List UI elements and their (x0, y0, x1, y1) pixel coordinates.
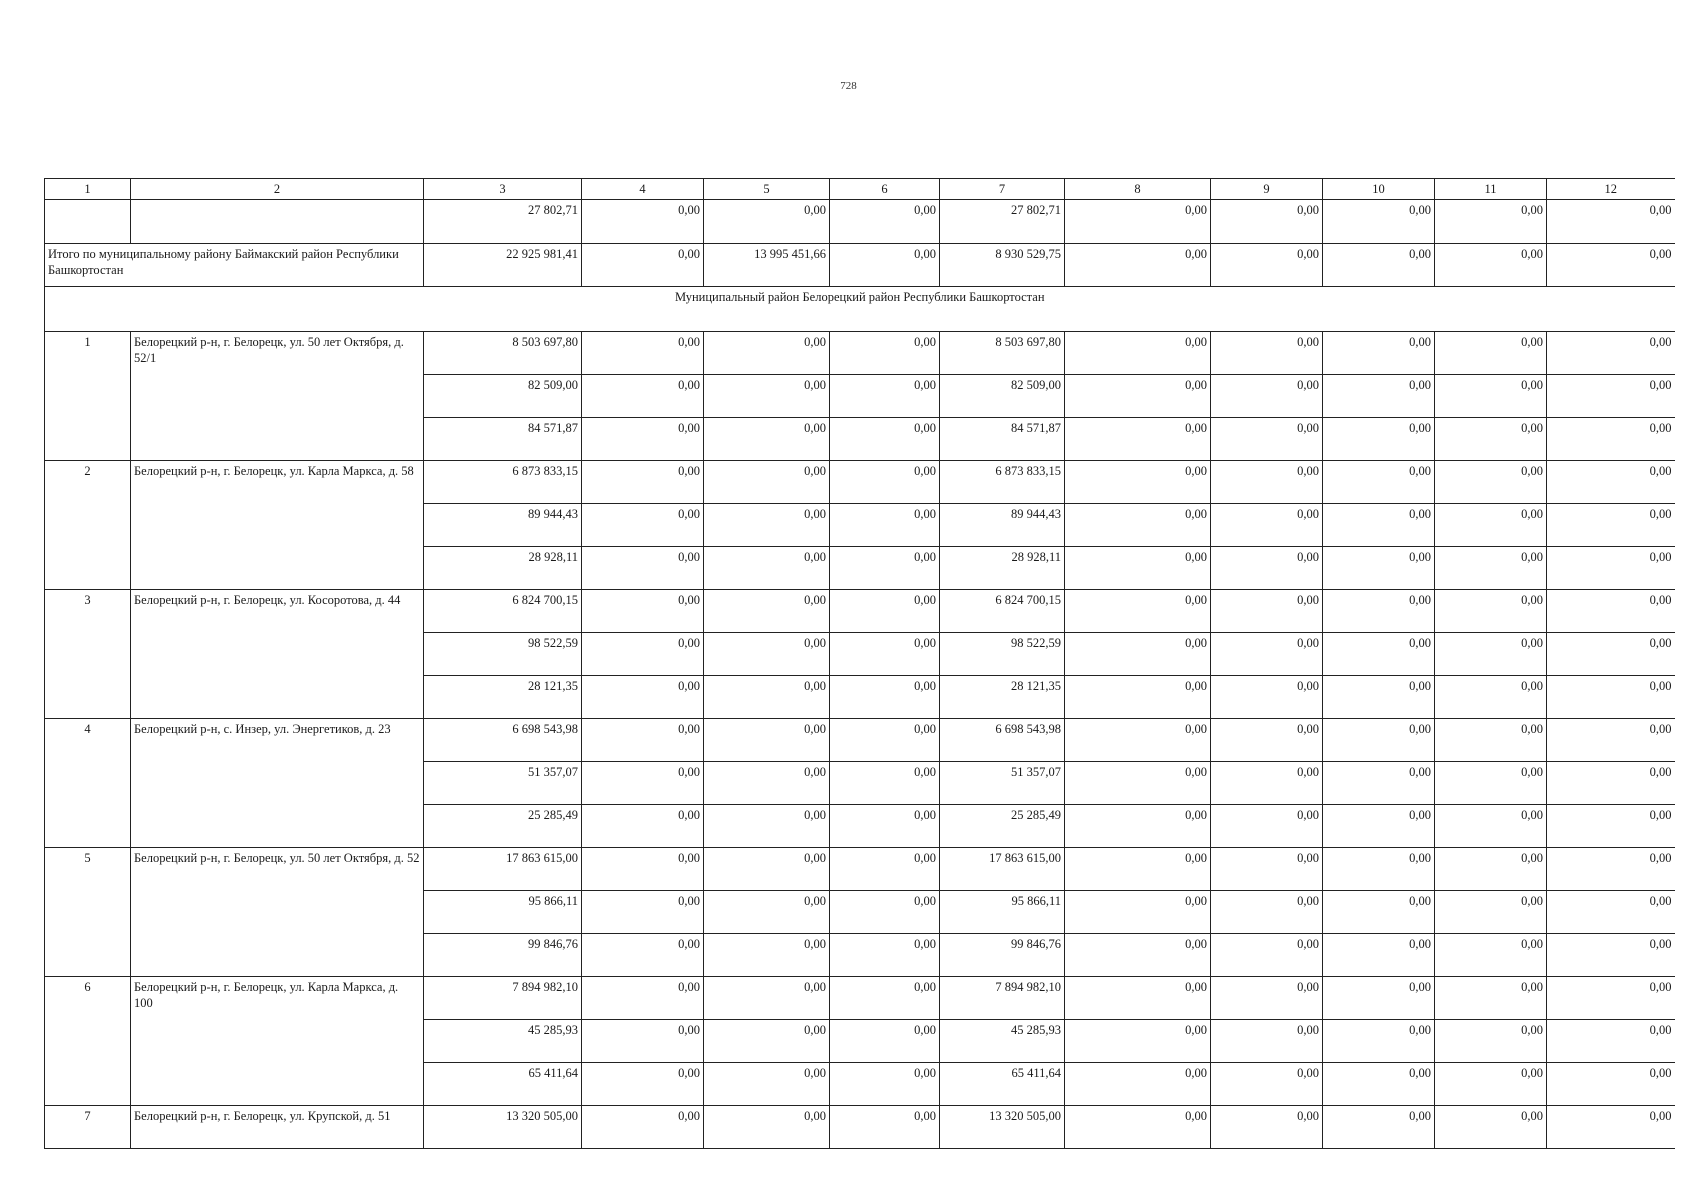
table-cell: 0,00 (1547, 590, 1675, 633)
table-cell: 0,00 (582, 461, 704, 504)
table-cell: 0,00 (1435, 891, 1547, 934)
table-row (45, 332, 1675, 375)
table-cell: 0,00 (1065, 547, 1211, 590)
table-cell: 0,00 (830, 332, 940, 375)
table-cell: 0,00 (1435, 719, 1547, 762)
table-row (45, 977, 1675, 1020)
table-cell: 0,00 (1435, 590, 1547, 633)
row-number: 7 (45, 1106, 131, 1149)
table-cell: 0,00 (830, 934, 940, 977)
table-cell: 0,00 (1065, 418, 1211, 461)
table-cell: 0,00 (704, 461, 830, 504)
table-cell: 0,00 (1065, 1020, 1211, 1063)
table-cell: 0,00 (1323, 461, 1435, 504)
table-cell: 0,00 (1435, 461, 1547, 504)
table-cell: 0,00 (1547, 547, 1675, 590)
table-cell: 0,00 (830, 891, 940, 934)
table-cell: 0,00 (704, 762, 830, 805)
table-cell: 0,00 (1323, 418, 1435, 461)
table-cell: 0,00 (1211, 375, 1323, 418)
table-cell: 0,00 (1323, 848, 1435, 891)
table-cell: 0,00 (830, 1063, 940, 1106)
table-cell: 0,00 (1065, 244, 1211, 287)
table-cell: 0,00 (582, 762, 704, 805)
table-cell: 8 930 529,75 (940, 244, 1065, 287)
table-cell: 0,00 (1065, 375, 1211, 418)
column-header: 2 (131, 179, 424, 200)
table-cell: 0,00 (1211, 977, 1323, 1020)
table-cell: 0,00 (1435, 676, 1547, 719)
table-cell: 0,00 (1211, 418, 1323, 461)
table-cell: 28 928,11 (424, 547, 582, 590)
table-cell: 0,00 (1065, 332, 1211, 375)
table-cell: 0,00 (582, 244, 704, 287)
table-cell: 0,00 (1211, 719, 1323, 762)
table-cell: 0,00 (830, 1106, 940, 1149)
table-cell: 6 698 543,98 (940, 719, 1065, 762)
table-cell: 0,00 (1547, 418, 1675, 461)
table-cell: 0,00 (1065, 977, 1211, 1020)
table-cell: 0,00 (830, 977, 940, 1020)
table-cell: 0,00 (704, 547, 830, 590)
table-cell: 0,00 (1211, 590, 1323, 633)
table-cell: 98 522,59 (940, 633, 1065, 676)
table-cell: 0,00 (830, 1020, 940, 1063)
table-cell: 6 824 700,15 (424, 590, 582, 633)
total-row-label: Итого по муниципальному району Баймакский район Республики Башкортостан (45, 244, 424, 287)
table-cell: 0,00 (582, 1020, 704, 1063)
table-cell: 0,00 (1211, 891, 1323, 934)
table-cell: 0,00 (1323, 1106, 1435, 1149)
table-cell: 0,00 (582, 590, 704, 633)
column-header-row (45, 179, 1675, 200)
row-number: 1 (45, 332, 131, 461)
table-cell: 0,00 (830, 244, 940, 287)
table-cell: 0,00 (1211, 1063, 1323, 1106)
table-cell: 0,00 (1547, 805, 1675, 848)
table-row (45, 1106, 1675, 1149)
table-cell: 65 411,64 (940, 1063, 1065, 1106)
table-cell: 0,00 (704, 719, 830, 762)
table-cell: 0,00 (1323, 891, 1435, 934)
table-cell: 0,00 (1323, 1020, 1435, 1063)
table-cell: 0,00 (1547, 1063, 1675, 1106)
table-cell: 0,00 (1065, 848, 1211, 891)
table-cell: 0,00 (582, 848, 704, 891)
table-cell: 0,00 (1547, 848, 1675, 891)
table-cell: 0,00 (1323, 504, 1435, 547)
table-cell: 0,00 (1547, 332, 1675, 375)
table-cell: 8 503 697,80 (424, 332, 582, 375)
table-body (45, 179, 1675, 1149)
column-header: 3 (424, 179, 582, 200)
table-cell: 0,00 (830, 633, 940, 676)
table-cell: 0,00 (704, 590, 830, 633)
table-cell: 0,00 (1435, 1106, 1547, 1149)
table-cell: 0,00 (1065, 762, 1211, 805)
address-cell: Белорецкий р-н, с. Инзер, ул. Энергетиков, д. 23 (131, 719, 424, 848)
column-header: 10 (1323, 179, 1435, 200)
table-cell: 0,00 (1323, 590, 1435, 633)
table-cell: 0,00 (1211, 934, 1323, 977)
table-cell: 0,00 (582, 504, 704, 547)
table-cell: 0,00 (582, 719, 704, 762)
section-title: Муниципальный район Белорецкий район Республики Башкортостан (45, 287, 1675, 332)
table-cell: 0,00 (830, 848, 940, 891)
table-cell: 0,00 (1323, 977, 1435, 1020)
table-cell: 0,00 (582, 375, 704, 418)
table-cell: 0,00 (704, 1106, 830, 1149)
table-cell: 0,00 (830, 375, 940, 418)
table-cell: 0,00 (1211, 332, 1323, 375)
column-header: 1 (45, 179, 131, 200)
table-row (45, 848, 1675, 891)
address-cell: Белорецкий р-н, г. Белорецк, ул. 50 лет Октября, д. 52/1 (131, 332, 424, 461)
column-header: 11 (1435, 179, 1547, 200)
table-cell: 0,00 (582, 891, 704, 934)
table-cell: 27 802,71 (940, 200, 1065, 244)
table-cell: 51 357,07 (424, 762, 582, 805)
table-cell: 8 503 697,80 (940, 332, 1065, 375)
table-cell: 0,00 (1065, 504, 1211, 547)
table-row (45, 590, 1675, 633)
table-cell: 13 320 505,00 (940, 1106, 1065, 1149)
table-cell: 0,00 (1547, 244, 1675, 287)
table-cell: 0,00 (582, 633, 704, 676)
table-cell: 6 698 543,98 (424, 719, 582, 762)
table-cell: 84 571,87 (940, 418, 1065, 461)
column-header: 5 (704, 179, 830, 200)
table-cell: 0,00 (1323, 547, 1435, 590)
table-cell: 0,00 (1435, 418, 1547, 461)
address-cell: Белорецкий р-н, г. Белорецк, ул. Косоротова, д. 44 (131, 590, 424, 719)
table-cell: 95 866,11 (424, 891, 582, 934)
table-cell: 0,00 (582, 1063, 704, 1106)
table-cell: 0,00 (1547, 762, 1675, 805)
table-cell: 0,00 (1435, 762, 1547, 805)
table-cell: 0,00 (1323, 762, 1435, 805)
table-cell: 0,00 (830, 762, 940, 805)
table-cell: 0,00 (1435, 332, 1547, 375)
table-cell: 95 866,11 (940, 891, 1065, 934)
table-cell: 6 873 833,15 (940, 461, 1065, 504)
table-cell: 0,00 (1435, 1063, 1547, 1106)
section-title-row (45, 287, 1675, 332)
table-cell: 0,00 (1065, 633, 1211, 676)
table-cell: 0,00 (1547, 1106, 1675, 1149)
table-cell: 0,00 (704, 676, 830, 719)
table-cell: 0,00 (704, 848, 830, 891)
table-cell: 0,00 (1435, 375, 1547, 418)
table-cell: 89 944,43 (424, 504, 582, 547)
table-cell: 0,00 (1065, 676, 1211, 719)
table-cell: 0,00 (1547, 375, 1675, 418)
table-cell: 0,00 (1435, 200, 1547, 244)
table-cell: 6 824 700,15 (940, 590, 1065, 633)
table-cell: 0,00 (1211, 200, 1323, 244)
table-cell: 0,00 (1065, 461, 1211, 504)
table-cell: 0,00 (1547, 676, 1675, 719)
table-cell: 0,00 (1547, 977, 1675, 1020)
table-cell: 0,00 (704, 332, 830, 375)
table-cell: 0,00 (1065, 1063, 1211, 1106)
table-cell: 13 995 451,66 (704, 244, 830, 287)
table-cell: 0,00 (582, 1106, 704, 1149)
table-cell: 0,00 (582, 977, 704, 1020)
table-cell: 99 846,76 (940, 934, 1065, 977)
table-cell: 0,00 (1435, 244, 1547, 287)
table-cell: 0,00 (830, 719, 940, 762)
table-cell: 25 285,49 (940, 805, 1065, 848)
table-cell: 0,00 (1211, 762, 1323, 805)
table-cell: 0,00 (704, 805, 830, 848)
table-cell: 17 863 615,00 (424, 848, 582, 891)
table-cell: 0,00 (1323, 200, 1435, 244)
row-number: 3 (45, 590, 131, 719)
budget-table (44, 178, 1675, 1149)
column-header: 6 (830, 179, 940, 200)
table-cell: 0,00 (704, 375, 830, 418)
table-cell: 0,00 (704, 1063, 830, 1106)
table-cell: 82 509,00 (940, 375, 1065, 418)
table-cell: 28 121,35 (424, 676, 582, 719)
table-cell: 0,00 (830, 547, 940, 590)
column-header: 8 (1065, 179, 1211, 200)
table-cell: 0,00 (1435, 547, 1547, 590)
table-cell: 0,00 (1547, 200, 1675, 244)
table-cell: 0,00 (582, 200, 704, 244)
table-cell: 13 320 505,00 (424, 1106, 582, 1149)
table-cell: 0,00 (1323, 1063, 1435, 1106)
table-cell: 0,00 (830, 504, 940, 547)
table-row (45, 200, 1675, 244)
table-cell: 82 509,00 (424, 375, 582, 418)
column-header: 9 (1211, 179, 1323, 200)
address-cell: Белорецкий р-н, г. Белорецк, ул. Карла Маркса, д. 100 (131, 977, 424, 1106)
table-cell: 0,00 (582, 332, 704, 375)
table-cell: 0,00 (582, 676, 704, 719)
table-cell: 28 121,35 (940, 676, 1065, 719)
table-cell: 0,00 (704, 504, 830, 547)
table-cell: 17 863 615,00 (940, 848, 1065, 891)
table-cell: 0,00 (1323, 244, 1435, 287)
table-cell (45, 200, 131, 244)
table-cell: 0,00 (704, 977, 830, 1020)
table-cell: 0,00 (1435, 1020, 1547, 1063)
table-cell: 0,00 (830, 418, 940, 461)
table-row (45, 719, 1675, 762)
table-cell: 0,00 (1547, 1020, 1675, 1063)
table-cell: 27 802,71 (424, 200, 582, 244)
table-cell: 0,00 (1211, 547, 1323, 590)
table-cell: 0,00 (1211, 244, 1323, 287)
table-cell: 7 894 982,10 (940, 977, 1065, 1020)
table-cell: 0,00 (1211, 1020, 1323, 1063)
column-header: 12 (1547, 179, 1675, 200)
table-cell: 0,00 (1547, 504, 1675, 547)
row-number: 5 (45, 848, 131, 977)
table-cell: 98 522,59 (424, 633, 582, 676)
table-cell: 0,00 (1547, 719, 1675, 762)
table-cell (131, 200, 424, 244)
table-cell: 0,00 (1211, 504, 1323, 547)
table-cell: 0,00 (1065, 200, 1211, 244)
table-cell: 0,00 (1435, 934, 1547, 977)
table-cell: 0,00 (1065, 805, 1211, 848)
table-cell: 0,00 (1547, 461, 1675, 504)
table-cell: 0,00 (1323, 633, 1435, 676)
table-cell: 89 944,43 (940, 504, 1065, 547)
table-cell: 0,00 (830, 461, 940, 504)
row-number: 6 (45, 977, 131, 1106)
table-cell: 99 846,76 (424, 934, 582, 977)
table-cell: 0,00 (1065, 891, 1211, 934)
table-cell: 0,00 (1435, 848, 1547, 891)
table-cell: 0,00 (704, 200, 830, 244)
table-cell: 28 928,11 (940, 547, 1065, 590)
table-cell: 0,00 (1065, 590, 1211, 633)
table-cell: 0,00 (1547, 633, 1675, 676)
table-cell: 0,00 (1065, 934, 1211, 977)
table-cell: 7 894 982,10 (424, 977, 582, 1020)
table-cell: 0,00 (830, 805, 940, 848)
table-cell: 0,00 (704, 418, 830, 461)
column-header: 4 (582, 179, 704, 200)
table-cell: 22 925 981,41 (424, 244, 582, 287)
table-row (45, 461, 1675, 504)
page-number: 728 (840, 80, 857, 92)
table-cell: 0,00 (1323, 719, 1435, 762)
table-cell: 0,00 (830, 200, 940, 244)
total-row (45, 244, 1675, 287)
table-cell: 25 285,49 (424, 805, 582, 848)
table-cell: 6 873 833,15 (424, 461, 582, 504)
table-cell: 0,00 (1435, 504, 1547, 547)
table-cell: 0,00 (704, 633, 830, 676)
table-cell: 0,00 (1435, 633, 1547, 676)
table-cell: 0,00 (1547, 891, 1675, 934)
table-cell: 0,00 (1435, 977, 1547, 1020)
table-cell: 65 411,64 (424, 1063, 582, 1106)
table-cell: 0,00 (582, 547, 704, 590)
table-cell: 0,00 (582, 934, 704, 977)
row-number: 2 (45, 461, 131, 590)
table-cell: 0,00 (1323, 332, 1435, 375)
column-header: 7 (940, 179, 1065, 200)
table-cell: 0,00 (582, 418, 704, 461)
table-cell: 0,00 (830, 590, 940, 633)
table-cell: 0,00 (1211, 633, 1323, 676)
table-cell: 0,00 (1211, 1106, 1323, 1149)
table-cell: 0,00 (1435, 805, 1547, 848)
address-cell: Белорецкий р-н, г. Белорецк, ул. Крупской, д. 51 (131, 1106, 424, 1149)
table-cell: 0,00 (1547, 934, 1675, 977)
table-cell: 0,00 (704, 1020, 830, 1063)
table-cell: 45 285,93 (424, 1020, 582, 1063)
table-cell: 0,00 (1323, 375, 1435, 418)
table-cell: 0,00 (1211, 461, 1323, 504)
table-cell: 0,00 (704, 891, 830, 934)
row-number: 4 (45, 719, 131, 848)
address-cell: Белорецкий р-н, г. Белорецк, ул. 50 лет Октября, д. 52 (131, 848, 424, 977)
table-cell: 0,00 (1065, 719, 1211, 762)
table-cell: 45 285,93 (940, 1020, 1065, 1063)
table-cell: 84 571,87 (424, 418, 582, 461)
table-cell: 0,00 (582, 805, 704, 848)
table-cell: 0,00 (830, 676, 940, 719)
table-cell: 0,00 (1211, 676, 1323, 719)
table-cell: 0,00 (1323, 805, 1435, 848)
table-cell: 0,00 (1065, 1106, 1211, 1149)
address-cell: Белорецкий р-н, г. Белорецк, ул. Карла Маркса, д. 58 (131, 461, 424, 590)
table-cell: 0,00 (704, 934, 830, 977)
table-cell: 51 357,07 (940, 762, 1065, 805)
table-cell: 0,00 (1323, 934, 1435, 977)
table-cell: 0,00 (1211, 848, 1323, 891)
table-cell: 0,00 (1211, 805, 1323, 848)
table-cell: 0,00 (1323, 676, 1435, 719)
